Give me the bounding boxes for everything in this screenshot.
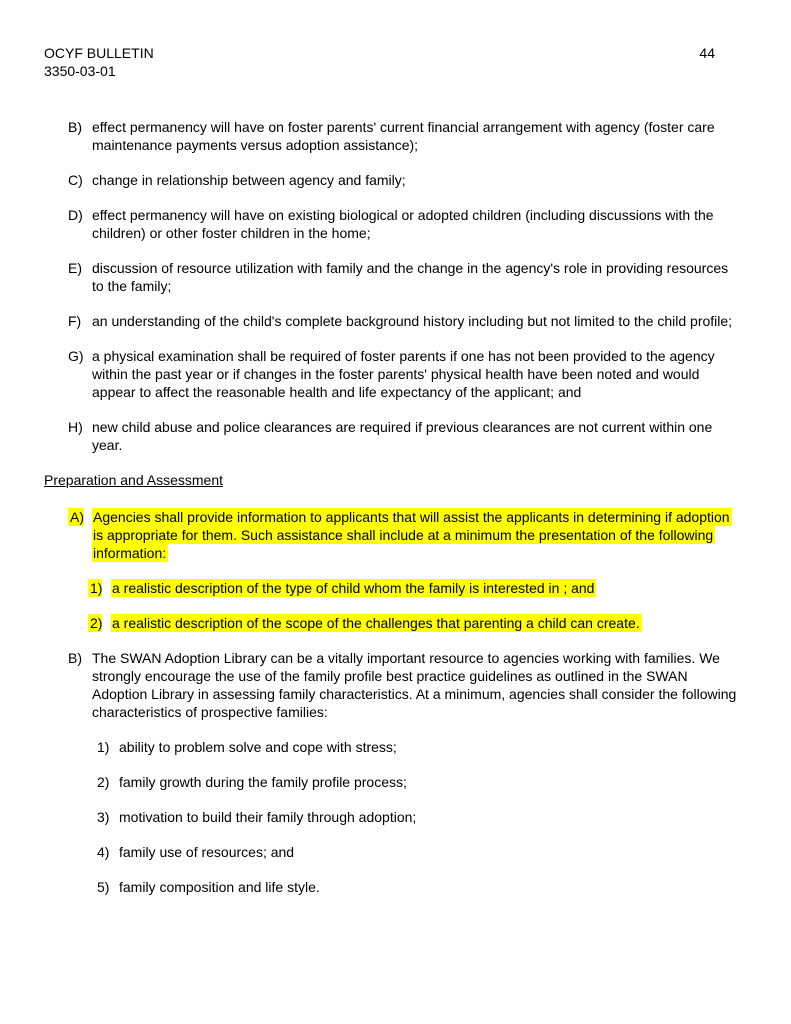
list-marker: 3) xyxy=(97,809,110,825)
list-item-text: effect permanency will have on foster parents' current financial arrangement with agency (foster care maintenance payments versus adoption assistance); xyxy=(92,119,715,153)
list-item-text xyxy=(111,579,740,597)
list-item-text: family growth during the family profile process; xyxy=(119,774,407,790)
list-marker: B) xyxy=(68,650,82,666)
list-item-text: effect permanency will have on existing biological or adopted children (including discussions with the children) or other foster children in the home; xyxy=(92,207,714,241)
list-item-text: change in relationship between agency and family; xyxy=(92,172,406,188)
list-marker: 2) xyxy=(97,774,110,790)
list-item-text: family composition and life style. xyxy=(119,879,320,895)
list-marker: D) xyxy=(68,207,83,223)
highlight: A) xyxy=(70,509,84,525)
highlight: 2) xyxy=(90,615,103,631)
list-item-h xyxy=(44,418,740,454)
numbered-item-5 xyxy=(44,878,740,896)
header-left xyxy=(44,44,154,80)
bulletin-title: OCYF BULLETIN xyxy=(44,45,154,61)
list-marker xyxy=(88,579,111,597)
list-marker xyxy=(88,614,111,632)
highlight: Agencies shall provide information to applicants that will assist the applicants in determining if adoption is appropriate for them. Such assistance shall include at a minimum the presentation of the following information: xyxy=(93,509,730,561)
list-marker: 1) xyxy=(97,739,110,755)
highlight: a realistic description of the type of child whom the family is interested in ; and xyxy=(112,580,595,596)
list-item-c xyxy=(44,171,740,189)
list-item-f xyxy=(44,312,740,330)
document-header xyxy=(44,44,740,80)
list-marker: F) xyxy=(68,313,82,329)
numbered-item-4 xyxy=(44,843,740,861)
highlight: a realistic description of the scope of the challenges that parenting a child can create. xyxy=(112,615,640,631)
list-item-d xyxy=(44,206,740,242)
highlighted-item-a xyxy=(44,508,740,562)
numbered-item-1 xyxy=(44,738,740,756)
list-item-text: new child abuse and police clearances are required if previous clearances are not current within one year. xyxy=(92,419,713,453)
list-marker: C) xyxy=(68,172,83,188)
list-marker: E) xyxy=(68,260,82,276)
list-item-b xyxy=(44,118,740,154)
numbered-item-2 xyxy=(44,773,740,791)
highlighted-subitem-2 xyxy=(44,614,740,632)
page-number: 44 xyxy=(699,45,715,61)
section-heading: Preparation and Assessment xyxy=(44,472,223,488)
list-item-text: an understanding of the child's complete background history including but not limited to the child profile; xyxy=(92,313,733,329)
list-item-text: discussion of resource utilization with family and the change in the agency's role in providing resources to the family; xyxy=(92,260,729,294)
list-item-e xyxy=(44,259,740,295)
document-body xyxy=(44,118,740,896)
highlighted-subitem-1 xyxy=(44,579,740,597)
list-item-text: a physical examination shall be required of foster parents if one has not been provided to the agency within the past year or if changes in the foster parents' physical health have been noted and would appear to affect the reasonable health and life expectancy of the applicant; and xyxy=(92,348,715,400)
list-item-text xyxy=(111,614,740,632)
list-marker: H) xyxy=(68,419,83,435)
list-item-text: family use of resources; and xyxy=(119,844,295,860)
numbered-item-3 xyxy=(44,808,740,826)
list-item-g xyxy=(44,347,740,401)
list-item-text: motivation to build their family through adoption; xyxy=(119,809,417,825)
bulletin-number: 3350-03-01 xyxy=(44,63,116,79)
list-marker: 5) xyxy=(97,879,110,895)
list-item-b-swan xyxy=(44,649,740,721)
list-item-text xyxy=(92,508,740,562)
list-item-text: The SWAN Adoption Library can be a vitally important resource to agencies working with families. We strongly encourage the use of the family profile best practice guidelines as outlined in the SWAN Adoption Library in assessing family characteristics. At a minimum, agencies shall consider the following characteristics of prospective families: xyxy=(92,650,737,720)
list-marker xyxy=(68,508,92,526)
list-marker: G) xyxy=(68,348,84,364)
highlight: 1) xyxy=(90,580,103,596)
list-marker: B) xyxy=(68,119,82,135)
list-marker: 4) xyxy=(97,844,110,860)
list-item-text: ability to problem solve and cope with stress; xyxy=(119,739,397,755)
